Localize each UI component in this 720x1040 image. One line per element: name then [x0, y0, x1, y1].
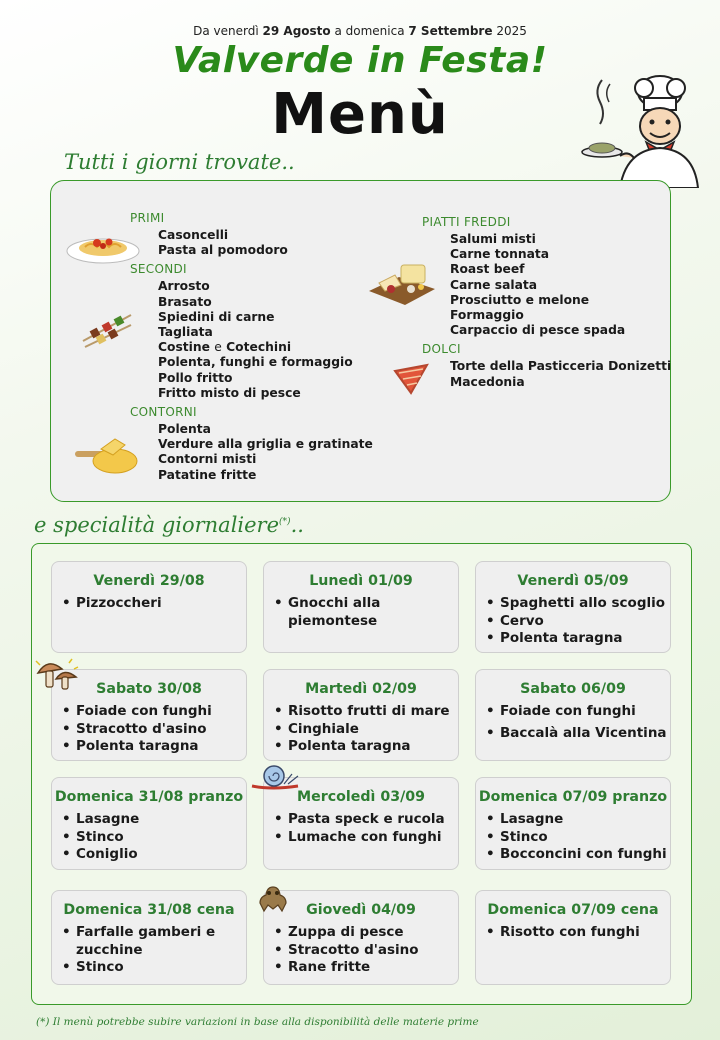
menu-item-costine [158, 340, 373, 355]
list-item: • Lasagne [62, 811, 246, 829]
list-item: • Stracotto d'asino [62, 721, 246, 739]
list-item: • Pizzoccheri [62, 595, 246, 613]
list-item: • Risotto con funghi [486, 924, 670, 942]
list-item: • Gnocchi alla piemontese [274, 595, 458, 630]
list-item: • Lasagne [486, 811, 670, 829]
category-title: PIATTI FREDDI [422, 215, 511, 229]
specials-heading [34, 513, 304, 537]
category-primi [130, 211, 373, 258]
menu-item: Prosciutto e melone [450, 292, 590, 307]
specials-heading-mark: (*) [279, 517, 291, 527]
menu-item: Macedonia [450, 374, 525, 389]
list-item: • Zuppa di pesce [274, 924, 458, 942]
list-item: • Rane fritte [274, 959, 458, 977]
list-item: • Foiade con funghi [486, 703, 670, 721]
day-title: Mercoledì 03/09 [296, 789, 425, 805]
list-item: • Spaghetti allo scoglio [486, 595, 670, 613]
list-item: • Polenta taragna [274, 738, 458, 756]
snail-icon [250, 762, 300, 790]
day-list [486, 595, 670, 648]
day-title: Sabato 06/09 [520, 681, 626, 697]
menu-item: Pasta al pomodoro [158, 243, 288, 258]
menu-item: Tagliata [158, 325, 213, 340]
date-end: 7 Settembre [408, 24, 493, 38]
footnote: (*) Il menù potrebbe subire variazioni in base alla disponibilità delle materie prime [36, 1016, 479, 1028]
event-dates [0, 24, 720, 38]
column-left [130, 211, 373, 483]
chef-icon [580, 70, 700, 188]
day-list [62, 595, 246, 613]
specials-heading-suffix: .. [290, 513, 304, 537]
menu-item: Pollo fritto [158, 370, 233, 385]
menu-item: Polenta [158, 422, 211, 437]
date-start: 29 Agosto [262, 24, 331, 38]
frog-icon [258, 883, 288, 915]
category-title: CONTORNI [130, 405, 197, 420]
list-item: • Cinghiale [274, 721, 458, 739]
daily-heading: Tutti i giorni trovate.. [64, 150, 295, 174]
day-list [486, 811, 670, 864]
day-card [51, 777, 247, 870]
menu-title: Menù [271, 82, 449, 147]
list-item: • Farfalle gamberi e zucchine [62, 924, 246, 959]
event-title: Valverde in Festa! [172, 40, 548, 81]
list-item: • Bocconcini con funghi [486, 846, 670, 864]
mushrooms-icon [34, 655, 80, 693]
day-list [274, 811, 458, 846]
menu-item: Formaggio [450, 308, 524, 323]
day-list [274, 703, 458, 756]
category-title: PRIMI [130, 211, 165, 225]
list-item: • Pasta speck e rucola [274, 811, 458, 829]
menu-item: Brasato [158, 294, 212, 309]
day-card [475, 561, 671, 653]
category-title: DOLCI [422, 342, 461, 357]
menu-item: Arrosto [158, 279, 210, 294]
day-card [263, 890, 459, 985]
dates-pre: Da venerdì [193, 24, 259, 38]
column-right [422, 215, 671, 390]
day-card [51, 890, 247, 985]
day-list [274, 595, 458, 630]
day-card [263, 777, 459, 870]
menu-item: Fritto misto di pesce [158, 385, 301, 400]
list-item: • Risotto frutti di mare [274, 703, 458, 721]
daily-menu-box [50, 180, 671, 502]
day-card [475, 890, 671, 985]
day-title: Domenica 07/09 pranzo [478, 789, 668, 805]
menu-item-text: Cotechini [226, 340, 292, 355]
list-item: • Foiade con funghi [62, 703, 246, 721]
list-item: • Polenta taragna [486, 630, 670, 648]
category-dolci [422, 342, 671, 389]
category-piatti-freddi [422, 215, 671, 338]
day-title: Venerdì 29/08 [93, 573, 205, 589]
menu-item: Salumi misti [450, 232, 536, 246]
list-item: • Lumache con funghi [274, 829, 458, 847]
menu-item: Verdure alla griglia e gratinate [158, 437, 373, 452]
day-card [51, 669, 247, 761]
list-item: • Stinco [62, 959, 246, 977]
list-item: • Polenta taragna [62, 738, 246, 756]
menu-item-text: Costine [158, 340, 210, 355]
skewers-icon [79, 301, 135, 349]
menu-item: Torte della Pasticceria Donizetti [450, 359, 672, 374]
day-title: Domenica 31/08 pranzo [54, 789, 244, 805]
menu-item: Contorni misti [158, 452, 257, 467]
day-title: Sabato 30/08 [96, 681, 202, 697]
dates-year: 2025 [496, 24, 527, 38]
day-list [62, 703, 246, 756]
specials-heading-text: e specialità giornaliere [34, 513, 280, 537]
day-card [51, 561, 247, 653]
menu-item: Carpaccio di pesce spada [450, 323, 626, 338]
day-title: Martedì 02/09 [305, 681, 417, 697]
list-item: • Cervo [486, 613, 670, 631]
menu-item-join: e [214, 340, 222, 355]
day-title: Lunedì 01/09 [309, 573, 413, 589]
day-list [62, 924, 246, 977]
day-card [475, 777, 671, 870]
day-title: Domenica 31/08 cena [63, 902, 235, 918]
category-contorni [130, 405, 373, 483]
dates-mid: a domenica [334, 24, 405, 38]
day-title: Venerdì 05/09 [517, 573, 629, 589]
day-list [486, 924, 670, 942]
menu-item: Polenta, funghi e formaggio [158, 355, 353, 370]
day-list [62, 811, 246, 864]
category-title: SECONDI [130, 262, 187, 277]
menu-item: Casoncelli [158, 228, 229, 242]
menu-item: Spiedini di carne [158, 309, 275, 324]
day-title: Domenica 07/09 cena [487, 902, 659, 918]
day-card [475, 669, 671, 761]
list-item: • Stracotto d'asino [274, 942, 458, 960]
day-card [263, 669, 459, 761]
list-item: • Coniglio [62, 846, 246, 864]
category-secondi [130, 262, 373, 401]
menu-item: Carne salata [450, 277, 538, 292]
specials-box [31, 543, 692, 1005]
day-title: Giovedì 04/09 [306, 902, 416, 918]
menu-item: Patatine fritte [158, 467, 257, 482]
menu-item: Roast beef [450, 262, 525, 277]
day-list [486, 703, 670, 742]
list-item: • Stinco [486, 829, 670, 847]
day-card [263, 561, 459, 653]
list-item: • Stinco [62, 829, 246, 847]
day-list [274, 924, 458, 977]
list-item: • Baccalà alla Vicentina [486, 725, 670, 743]
menu-item: Carne tonnata [450, 247, 550, 262]
